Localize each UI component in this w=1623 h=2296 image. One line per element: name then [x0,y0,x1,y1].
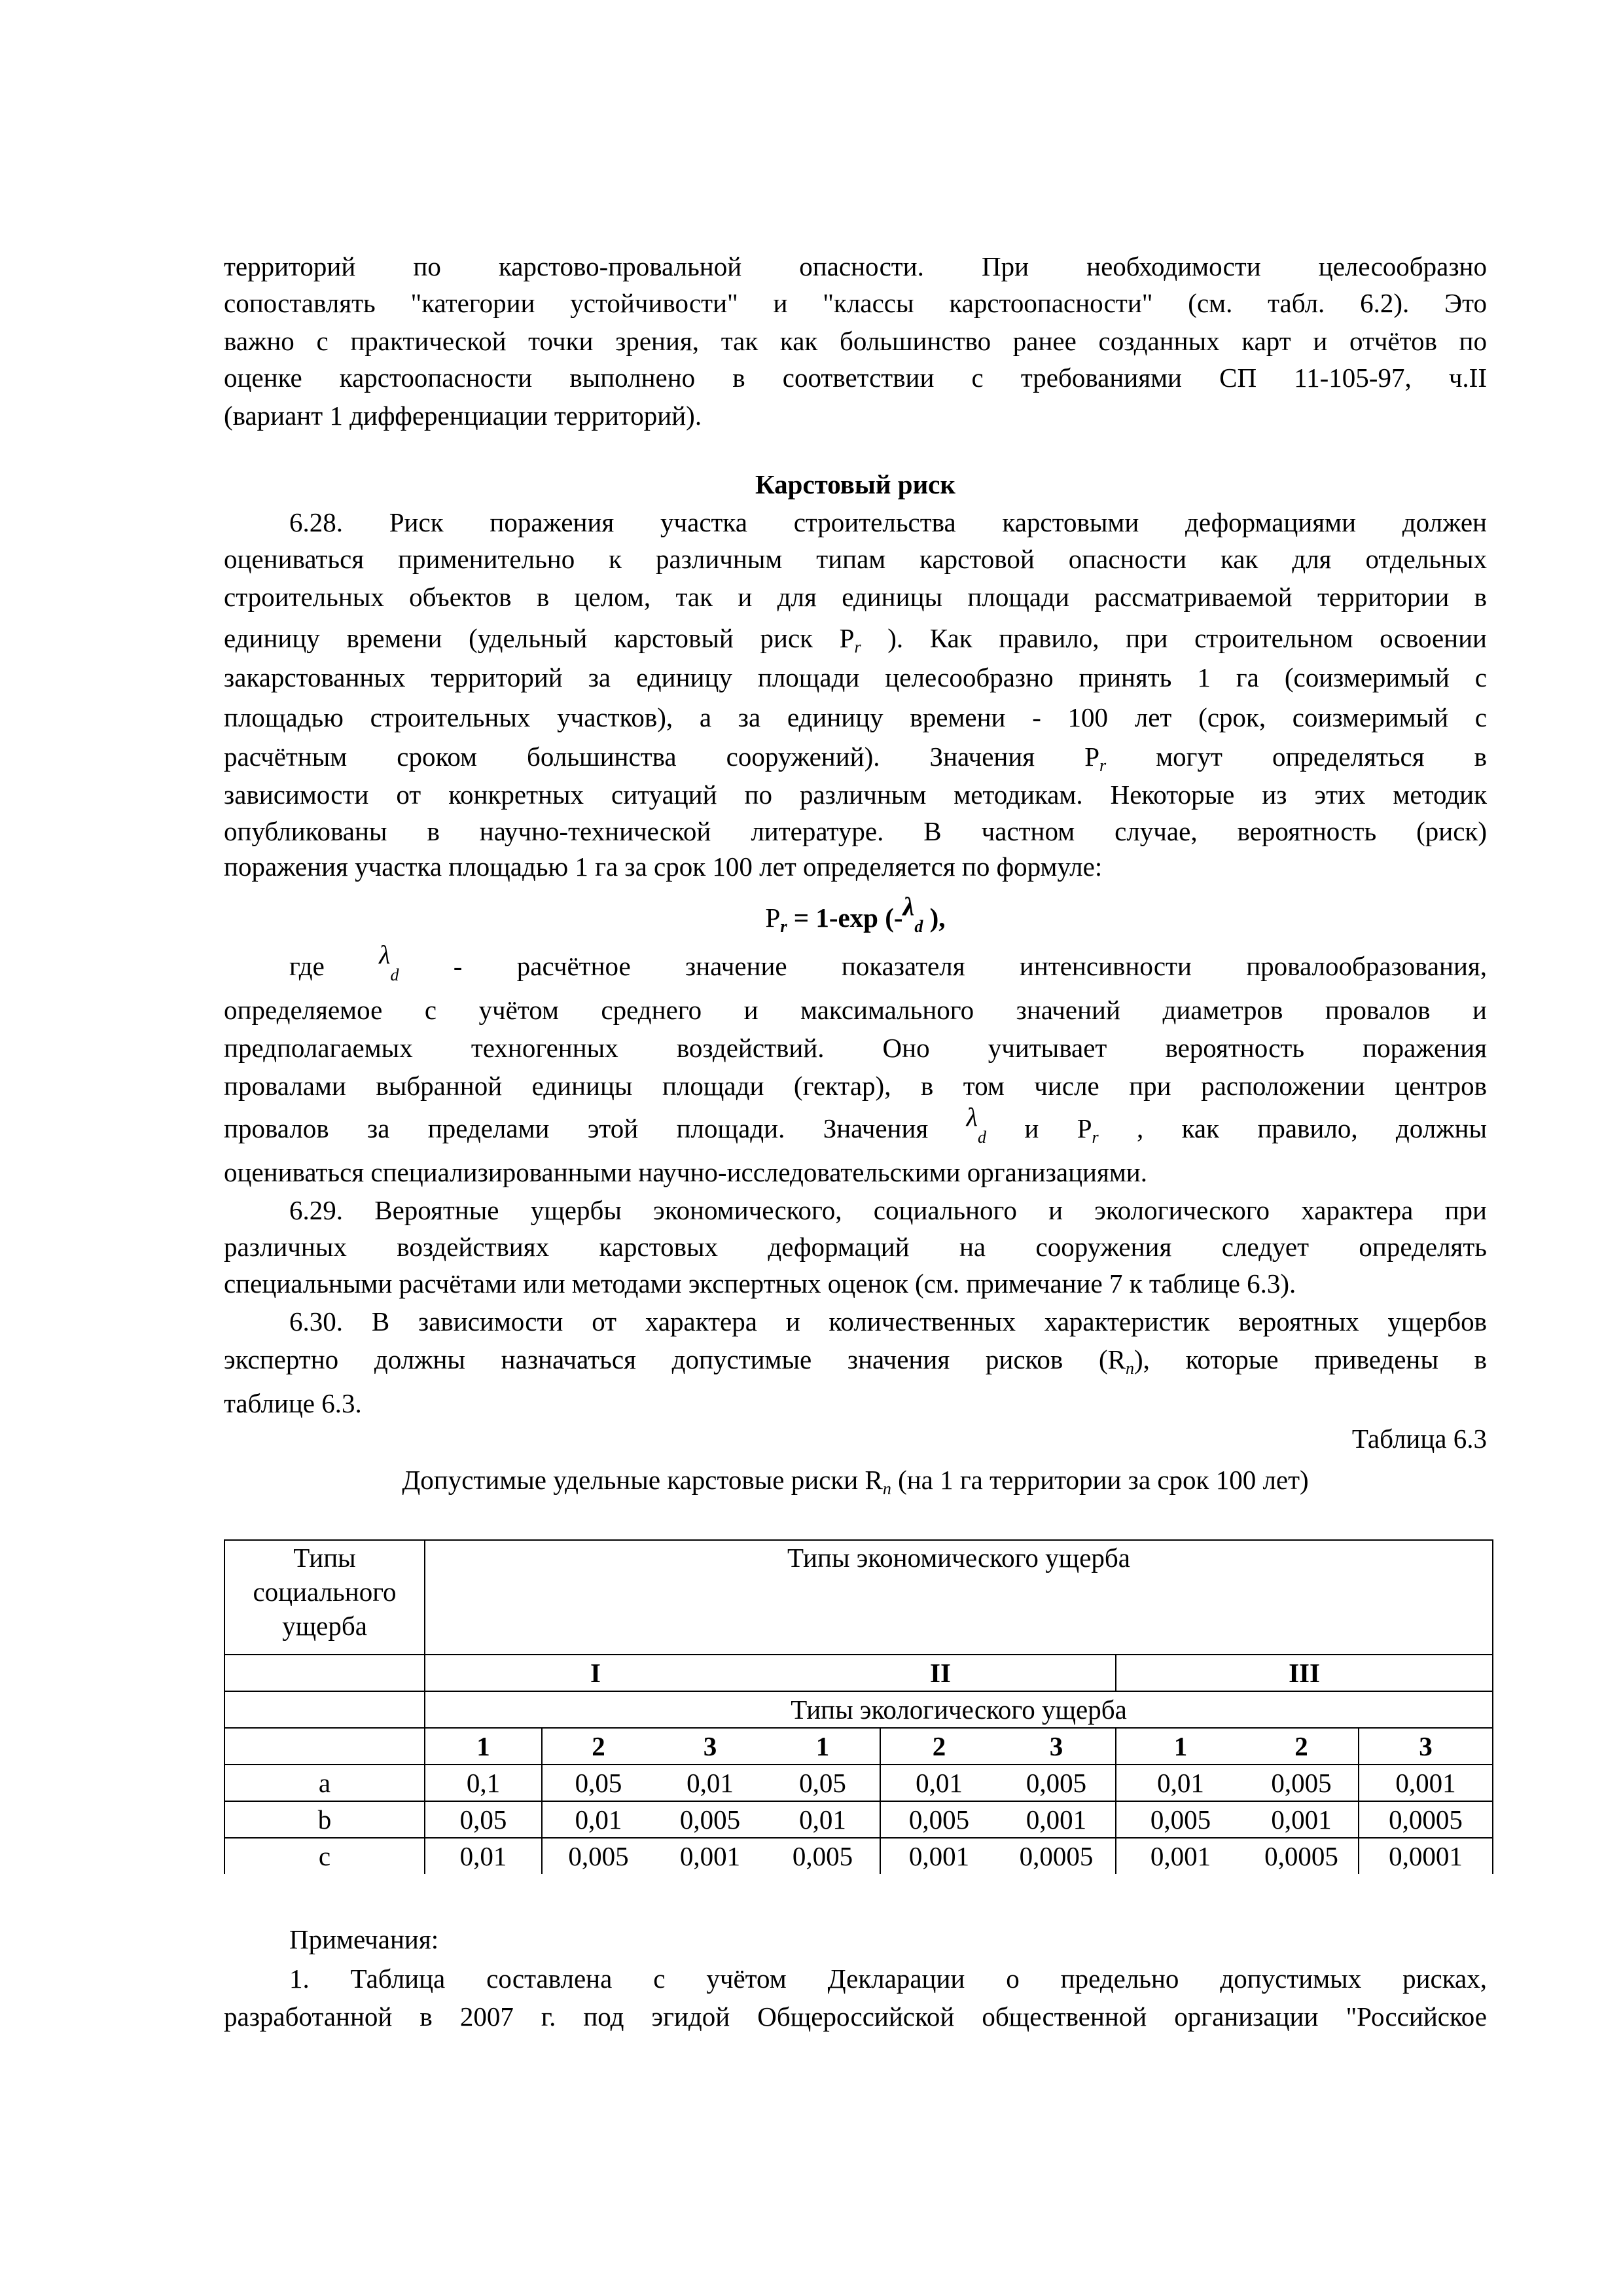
formula-text: ), [923,903,946,933]
text-line: площадью строительных участков), а за единицу времени - 100 лет (срок, соизмеримый с [224,702,1487,732]
text-line: оценке карстоопасности выполнено в соответствии с требованиями СП 11-105-97, ч.II [224,363,1487,393]
econ-header: Типы экономического ущерба [425,1540,1493,1655]
empty-cell [224,1728,425,1765]
text-line [224,622,1487,655]
risk-value: 0,005 [1245,1765,1359,1801]
risk-value: 0,01 [542,1801,654,1838]
text: - расчётное значение показателя интенсивности провалообразования, [453,951,1488,981]
eco-type: 1 [425,1728,542,1765]
subscript: r [854,637,861,656]
text: (на 1 га территории за срок 100 лет) [891,1465,1309,1495]
risk-value: 0,01 [880,1765,997,1801]
eco-types-row [224,1728,1493,1765]
text: провалов за пределами этой площади. Значения [224,1113,929,1143]
eco-type: 2 [542,1728,654,1765]
text-line: зависимости от конкретных ситуаций по различным методикам. Некоторые из этих методик [224,780,1487,810]
risk-value: 0,005 [542,1838,654,1874]
eco-type: 3 [997,1728,1116,1765]
subscript: r [780,917,787,936]
table-row [224,1765,1493,1801]
subscript: r [1099,756,1107,775]
lambda-symbol: λ [379,940,391,969]
text-line [224,740,1487,773]
text-line: закарстованных территорий за единицу площади целесообразно принять 1 га (соизмеримый с [224,662,1487,692]
text-line: поражения участка площадью 1 га за срок 100 лет определяется по формуле: [224,852,1103,882]
table-row [224,1801,1493,1838]
text-line [224,1343,1487,1376]
text-line: сопоставлять "категории устойчивости" и "классы карстоопасности" (см. табл. 6.2). Это [224,288,1487,318]
risk-value: 0,005 [1116,1801,1245,1838]
text-line: разработанной в 2007 г. под эгидой Общероссийской общественной организации "Российское [224,2001,1487,2032]
text-line: территорий по карстово-провальной опасности. При необходимости целесообразно [224,251,1487,281]
text: ), которые приведены в [1133,1344,1487,1374]
risk-value: 0,01 [654,1765,766,1801]
text-line: 6.29. Вероятные ущербы экономического, социального и экологического характера при [289,1195,1487,1225]
text-line [289,940,1488,984]
risk-value: 0,05 [425,1801,542,1838]
formula [224,891,1487,936]
text: и [1024,1113,1039,1143]
text-line: 1. Таблица составлена с учётом Декларации о предельно допустимых рисках, [289,1964,1487,1994]
subscript: r [1092,1128,1099,1147]
text-line: важно с практической точки зрения, так как большинство ранее созданных карт и отчётов по [224,326,1487,356]
risk-value: 0,05 [766,1765,880,1801]
text-line: определяемое с учётом среднего и максимального значений диаметров провалов и [224,995,1487,1025]
eco-type: 3 [654,1728,766,1765]
empty-cell [224,1655,425,1691]
text-line: таблице 6.3. [224,1388,362,1418]
text-line: 6.28. Риск поражения участка строительства карстовыми деформациями должен [289,507,1487,537]
text: расчётным сроком большинства сооружений). Значения P [224,742,1100,772]
text: могут определяться в [1156,742,1488,772]
row-label: a [224,1765,425,1801]
row-label: b [224,1801,425,1838]
formula-text: = 1-exp (- [787,903,903,933]
text: Допустимые удельные карстовые риски R [402,1465,883,1495]
risk-value: 0,01 [766,1801,880,1838]
eco-type: 1 [766,1728,880,1765]
eco-type: 3 [1359,1728,1493,1765]
text: P [1077,1113,1092,1143]
risk-value: 0,001 [997,1801,1116,1838]
risk-value: 0,0005 [997,1838,1116,1874]
text-line: специальными расчётами или методами экспертных оценок (см. примечание 7 к таблице 6.3). [224,1268,1296,1299]
text: ). Как правило, при строительном освоении [887,623,1487,653]
subscript: n [882,1479,891,1498]
text-line: (вариант 1 дифференциации территорий). [224,401,702,431]
text-line: опубликованы в научно-технической литературе. В частном случае, вероятность (риск) [224,816,1487,846]
eco-type: 2 [1245,1728,1359,1765]
risk-value: 0,005 [997,1765,1116,1801]
table-row [224,1838,1493,1874]
risk-value: 0,01 [425,1838,542,1874]
risk-value: 0,001 [1359,1765,1493,1801]
formula-p: P [765,903,781,933]
text-line: 6.30. В зависимости от характера и количественных характеристик вероятных ущербов [289,1306,1487,1336]
risk-value: 0,001 [1245,1801,1359,1838]
risk-value: 0,001 [880,1838,997,1874]
text-line: строительных объектов в целом, так и для единицы площади рассматриваемой территории в [224,582,1487,612]
subscript: n [1125,1359,1134,1378]
risk-table [224,1539,1493,1874]
econ-type: III [1116,1655,1493,1691]
risk-value: 0,001 [1116,1838,1245,1874]
section-heading: Карстовый риск [755,469,956,499]
risk-value: 0,005 [766,1838,880,1874]
econ-type: I [425,1655,766,1691]
text: , как правило, должны [1137,1113,1488,1143]
risk-value: 0,0005 [1359,1801,1493,1838]
text: экспертно должны назначаться допустимые значения рисков (R [224,1344,1126,1374]
eco-type: 1 [1116,1728,1245,1765]
text-line: провалами выбранной единицы площади (гектар), в том числе при расположении центров [224,1071,1487,1101]
risk-value: 0,005 [654,1801,766,1838]
corner-header: Типы социального ущерба [224,1540,425,1655]
text: где [289,951,325,981]
table-caption [224,1463,1487,1496]
text-line: оцениваться применительно к различным типам карстовой опасности как для отдельных [224,544,1487,574]
text-line: предполагаемых техногенных воздействий. Оно учитывает вероятность поражения [224,1033,1487,1063]
subscript: d [978,1128,986,1147]
risk-value: 0,01 [1116,1765,1245,1801]
text-line: оцениваться специализированными научно-исследовательскими организациями. [224,1157,1147,1187]
text: единицу времени (удельный карстовый риск P [224,623,855,653]
risk-value: 0,05 [542,1765,654,1801]
text-line [224,1102,1488,1147]
risk-value: 0,0001 [1359,1838,1493,1874]
econ-type: II [766,1655,1116,1691]
lambda-symbol: λ [902,891,915,921]
risk-value: 0,1 [425,1765,542,1801]
risk-value: 0,005 [880,1801,997,1838]
table-label: Таблица 6.3 [1351,1424,1487,1454]
row-label: c [224,1838,425,1874]
risk-value: 0,0005 [1245,1838,1359,1874]
text-line: различных воздействиях карстовых деформаций на сооружения следует определять [224,1232,1487,1262]
risk-value: 0,001 [654,1838,766,1874]
notes-title: Примечания: [289,1924,439,1954]
lambda-symbol: λ [966,1102,978,1132]
eco-type: 2 [880,1728,997,1765]
eco-header: Типы экологического ущерба [425,1691,1493,1728]
empty-cell [224,1691,425,1728]
subscript: d [390,965,399,984]
subscript: d [914,917,923,936]
